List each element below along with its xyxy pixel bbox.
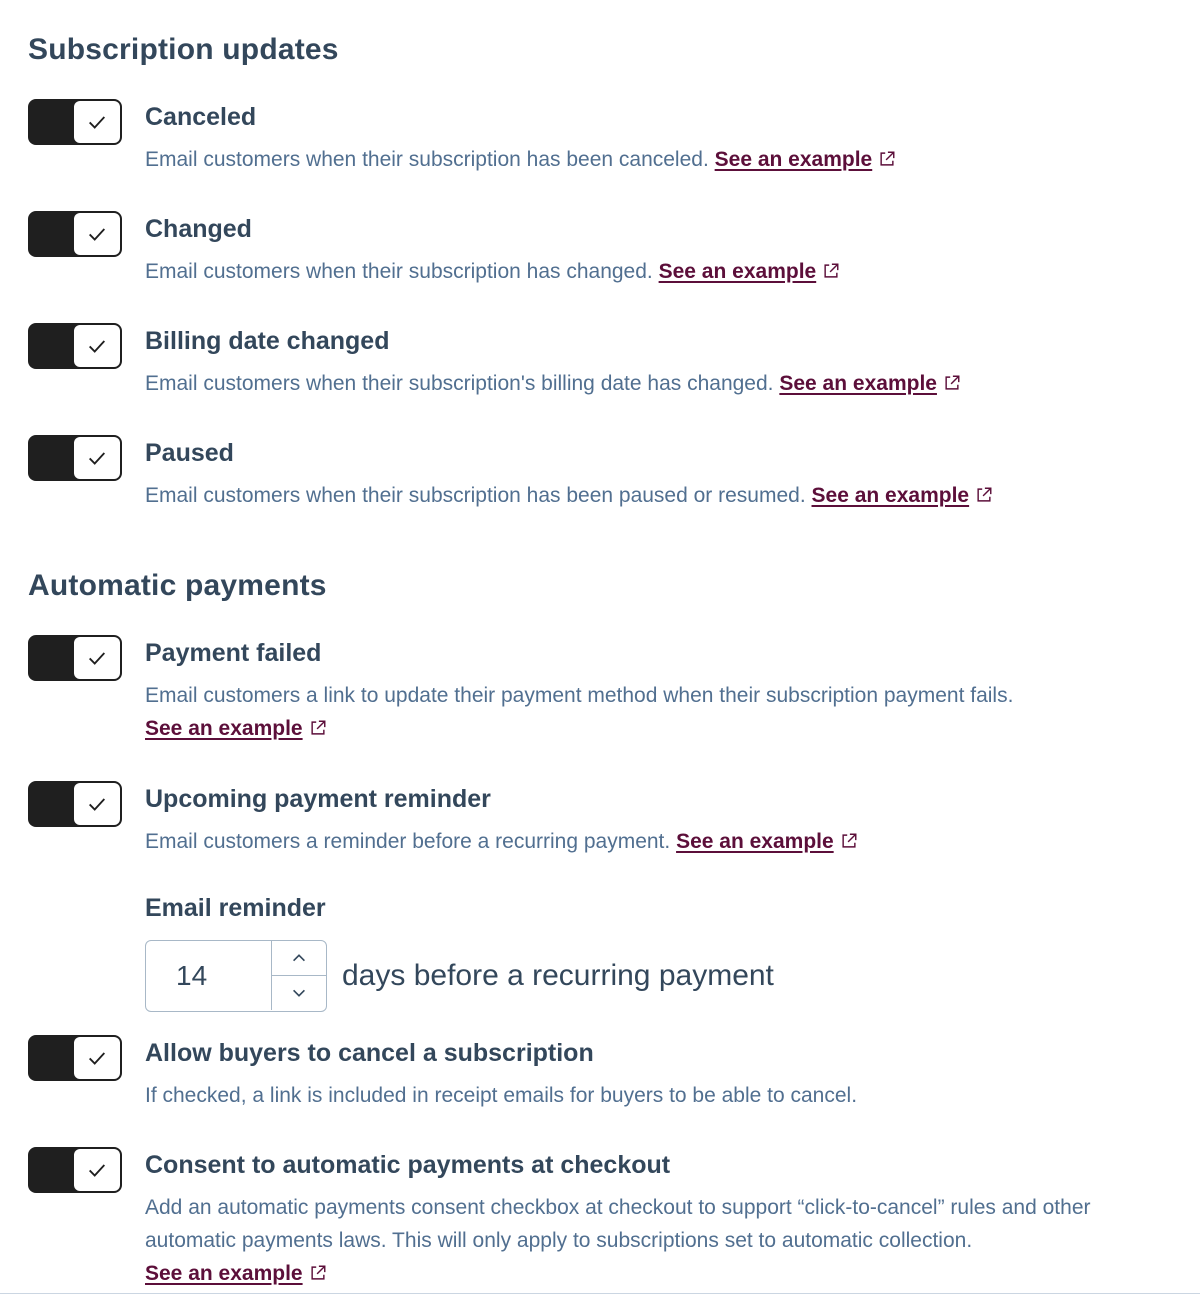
see-example-link-changed[interactable] <box>659 260 841 283</box>
checkmark-icon <box>74 437 120 479</box>
see-example-link-consent-checkout[interactable] <box>145 1262 327 1285</box>
external-link-icon <box>309 719 327 737</box>
stepper-buttons <box>271 941 326 1010</box>
setting-label-billing-date-changed: Billing date changed <box>145 327 390 355</box>
setting-description-paused <box>145 479 1145 512</box>
setting-description-payment-failed <box>145 679 1145 745</box>
reminder-days-stepper <box>145 940 327 1012</box>
description-text: Email customers when their subscription has been canceled. <box>145 148 709 171</box>
setting-label-allow-cancel: Allow buyers to cancel a subscription <box>145 1039 594 1067</box>
description-text: Email customers when their subscription has changed. <box>145 260 653 283</box>
setting-description-upcoming-payment-reminder <box>145 825 1145 858</box>
checkmark-icon <box>74 783 120 825</box>
checkmark-icon <box>74 213 120 255</box>
see-example-link-paused[interactable] <box>812 484 994 507</box>
description-text: Email customers when their subscription has been paused or resumed. <box>145 484 806 507</box>
setting-label-consent-checkout: Consent to automatic payments at checkout <box>145 1151 671 1179</box>
setting-description-allow-cancel <box>145 1079 1145 1112</box>
link-label: See an example <box>779 372 937 395</box>
external-link-icon <box>878 150 896 168</box>
setting-label-canceled: Canceled <box>145 103 257 131</box>
description-text: Email customers a reminder before a recurring payment. <box>145 830 671 853</box>
setting-description-canceled <box>145 143 1145 176</box>
external-link-icon <box>822 262 840 280</box>
chevron-down-icon <box>290 984 308 1002</box>
toggle-changed[interactable] <box>28 211 122 257</box>
description-text: Add an automatic payments consent checkbox at checkout to support “click-to-cancel” rules and other automatic payments laws. This will only apply to subscriptions set to automatic collection. <box>145 1196 1091 1252</box>
toggle-canceled[interactable] <box>28 99 122 145</box>
description-text: Email customers a link to update their payment method when their subscription payment fails. <box>145 684 1014 707</box>
email-reminder-heading: Email reminder <box>145 894 326 922</box>
toggle-consent-checkout[interactable] <box>28 1147 122 1193</box>
setting-description-changed <box>145 255 1145 288</box>
see-example-link-canceled[interactable] <box>715 148 897 171</box>
checkmark-icon <box>74 637 120 679</box>
stepper-increment-button[interactable] <box>272 941 326 976</box>
toggle-billing-date-changed[interactable] <box>28 323 122 369</box>
external-link-icon <box>943 374 961 392</box>
see-example-link-payment-failed[interactable] <box>145 717 327 740</box>
toggle-paused[interactable] <box>28 435 122 481</box>
bottom-divider <box>0 1293 1200 1294</box>
setting-label-upcoming-payment-reminder: Upcoming payment reminder <box>145 785 491 813</box>
see-example-link-upcoming-payment-reminder[interactable] <box>676 830 858 853</box>
stepper-decrement-button[interactable] <box>272 976 326 1010</box>
link-label: See an example <box>658 260 817 283</box>
setting-description-consent-checkout <box>145 1191 1120 1290</box>
external-link-icon <box>975 486 993 504</box>
description-text: Email customers when their subscription's billing date has changed. <box>145 372 774 395</box>
section-title-subscription-updates: Subscription updates <box>28 33 339 66</box>
link-label: See an example <box>811 484 970 507</box>
external-link-icon <box>840 832 858 850</box>
setting-label-paused: Paused <box>145 439 234 467</box>
link-label: See an example <box>145 717 303 740</box>
reminder-suffix-text: days before a recurring payment <box>342 959 774 992</box>
checkmark-icon <box>74 101 120 143</box>
reminder-days-input[interactable] <box>146 941 271 1010</box>
link-label: See an example <box>676 830 834 853</box>
chevron-up-icon <box>290 949 308 967</box>
toggle-upcoming-payment-reminder[interactable] <box>28 781 122 827</box>
setting-description-billing-date-changed <box>145 367 1145 400</box>
toggle-allow-cancel[interactable] <box>28 1035 122 1081</box>
section-title-automatic-payments: Automatic payments <box>28 569 327 602</box>
checkmark-icon <box>74 325 120 367</box>
link-label: See an example <box>145 1262 303 1285</box>
external-link-icon <box>309 1264 327 1282</box>
description-text: If checked, a link is included in receipt emails for buyers to be able to cancel. <box>145 1084 858 1107</box>
see-example-link-billing-date-changed[interactable] <box>779 372 961 395</box>
checkmark-icon <box>74 1149 120 1191</box>
toggle-payment-failed[interactable] <box>28 635 122 681</box>
setting-label-changed: Changed <box>145 215 252 243</box>
setting-label-payment-failed: Payment failed <box>145 639 322 667</box>
link-label: See an example <box>714 148 873 171</box>
checkmark-icon <box>74 1037 120 1079</box>
